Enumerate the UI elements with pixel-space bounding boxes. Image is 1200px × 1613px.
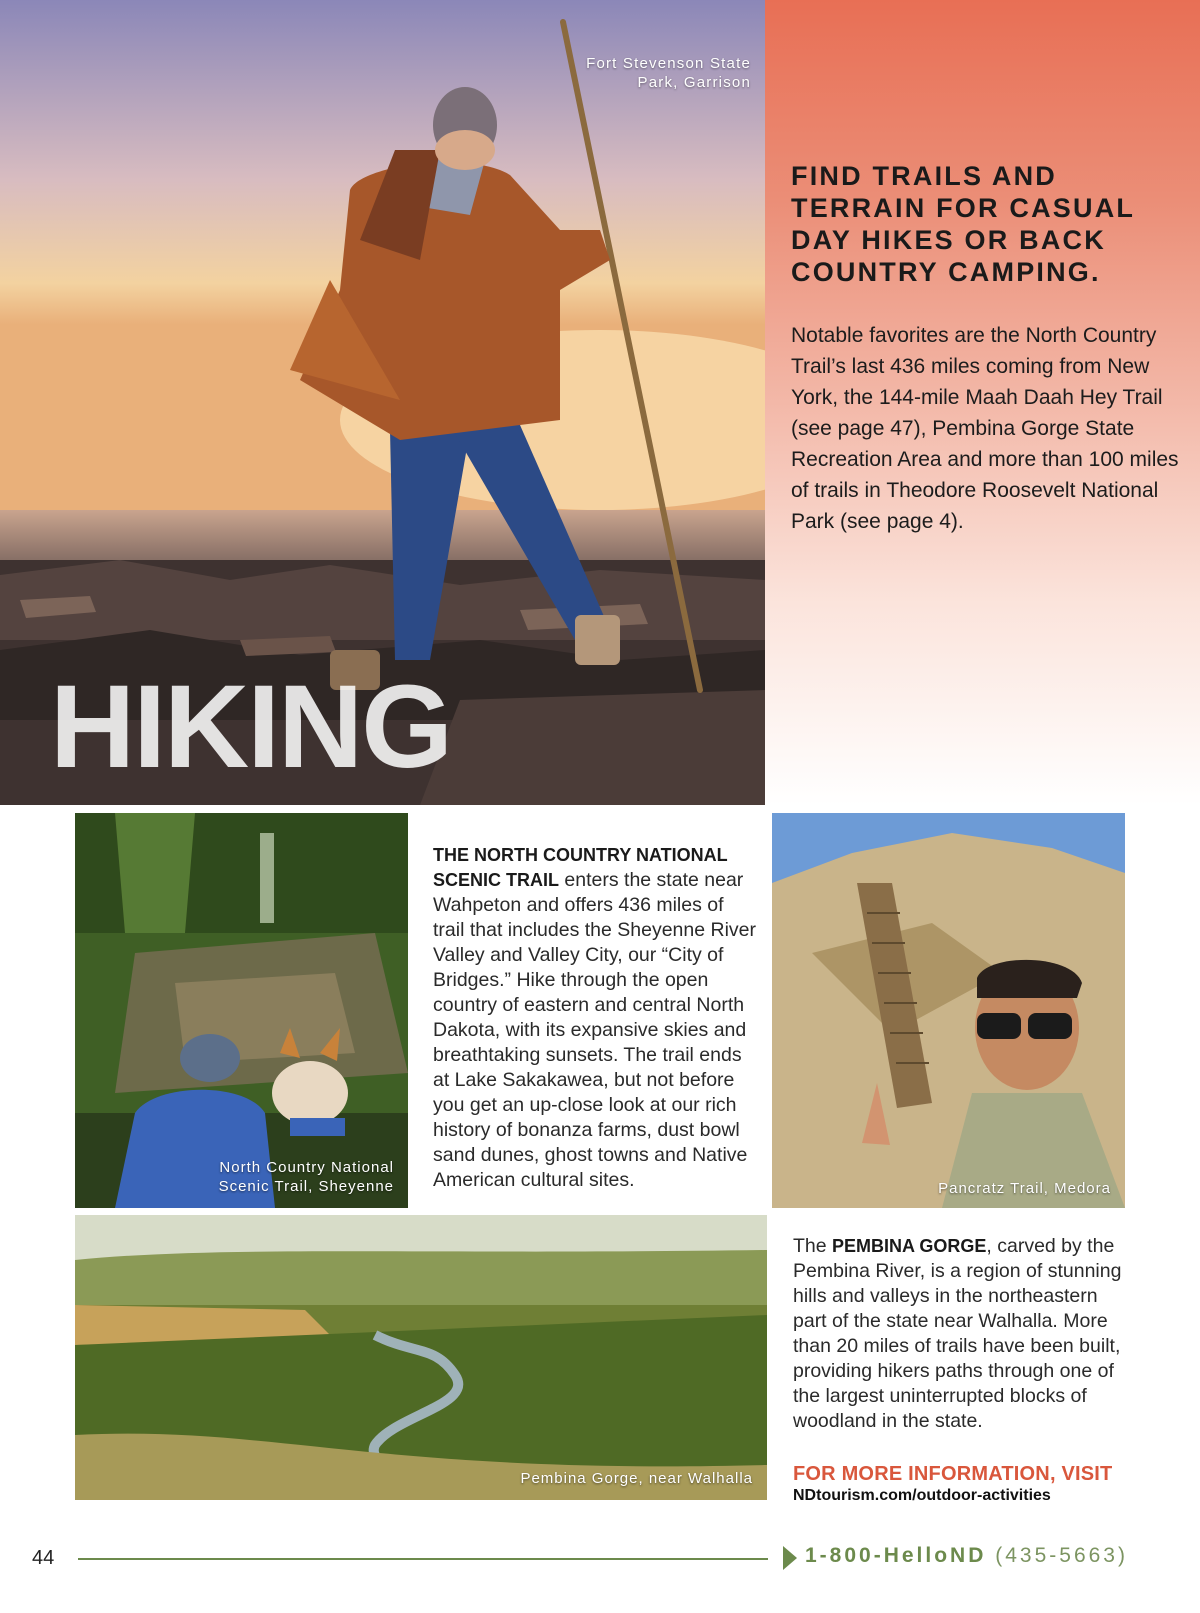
intro-heading: FIND TRAILS AND TERRAIN FOR CASUAL DAY HIKES OR BACK COUNTRY CAMPING.	[791, 161, 1135, 287]
page-number: 44	[32, 1547, 55, 1569]
pembina-photo-caption: Pembina Gorge, near Walhalla	[520, 1470, 753, 1487]
play-arrow-icon	[783, 1546, 797, 1570]
pembina-gorge-photo	[75, 1215, 767, 1500]
pancratz-illustration	[772, 813, 1125, 1208]
more-info-link[interactable]: NDtourism.com/outdoor-activities	[793, 1487, 1051, 1504]
hero-caption-line2: Park, Garrison	[637, 74, 751, 91]
north-country-body: enters the state near Wahpeton and offers 436 miles of trail that includes the Sheyenne River Valley and Valley City, our “City of Bridges.” Hike through the open country of eastern and central North Dakota, with its expansive skies and breathtaking sunsets. The trail ends at Lake Sakakawea, but not before you get an up-close look at our rich history of bonanza farms, dust bowl sand dunes, ghost towns and Native American cultural sites.	[433, 869, 757, 1191]
footer-phone	[805, 1544, 1128, 1568]
north-country-illustration	[75, 813, 408, 1208]
hero-caption-line1: Fort Stevenson State	[586, 55, 751, 72]
pembina-prefix: The	[793, 1235, 833, 1257]
pancratz-photo-caption: Pancratz Trail, Medora	[938, 1180, 1111, 1197]
pembina-lead: PEMBINA GORGE	[832, 1236, 987, 1256]
footer-divider	[78, 1558, 768, 1560]
north-country-description	[433, 843, 758, 1193]
footer-phone-number[interactable]: 1-800-HelloND	[805, 1544, 987, 1567]
intro-body: Notable favorites are the North Country Trail’s last 436 miles coming from New York, the 144-mile Maah Daah Hey Trail (see page 47), Pembina Gorge State Recreation Area and more than 100 miles of trails in Theodore Roosevelt National Park (see page 4).	[791, 324, 1179, 533]
more-info-block	[793, 1463, 1133, 1505]
north-country-lead: THE NORTH COUNTRY NATIONAL SCENIC TRAIL	[433, 845, 728, 890]
more-info-label: FOR MORE INFORMATION, VISIT	[793, 1463, 1113, 1485]
north-country-caption-line2: Scenic Trail, Sheyenne	[218, 1178, 394, 1195]
north-country-photo-caption	[219, 1158, 394, 1196]
north-country-trail-photo	[75, 813, 408, 1208]
hero-photo	[0, 0, 765, 805]
footer-phone-alt: (435-5663)	[995, 1544, 1128, 1567]
pancratz-trail-photo	[772, 813, 1125, 1208]
pembina-description	[793, 1234, 1128, 1434]
intro-panel	[765, 0, 1200, 805]
north-country-caption-line1: North Country National	[219, 1159, 394, 1176]
hero-photo-caption	[586, 54, 751, 92]
pembina-illustration	[75, 1215, 767, 1500]
pembina-body: , carved by the Pembina River, is a region of stunning hills and valleys in the northeastern part of the state near Walhalla. More than 20 miles of trails have been built, providing hikers paths through one of the largest uninterrupted blocks of woodland in the state.	[793, 1235, 1122, 1432]
page-title: HIKING	[50, 661, 451, 793]
